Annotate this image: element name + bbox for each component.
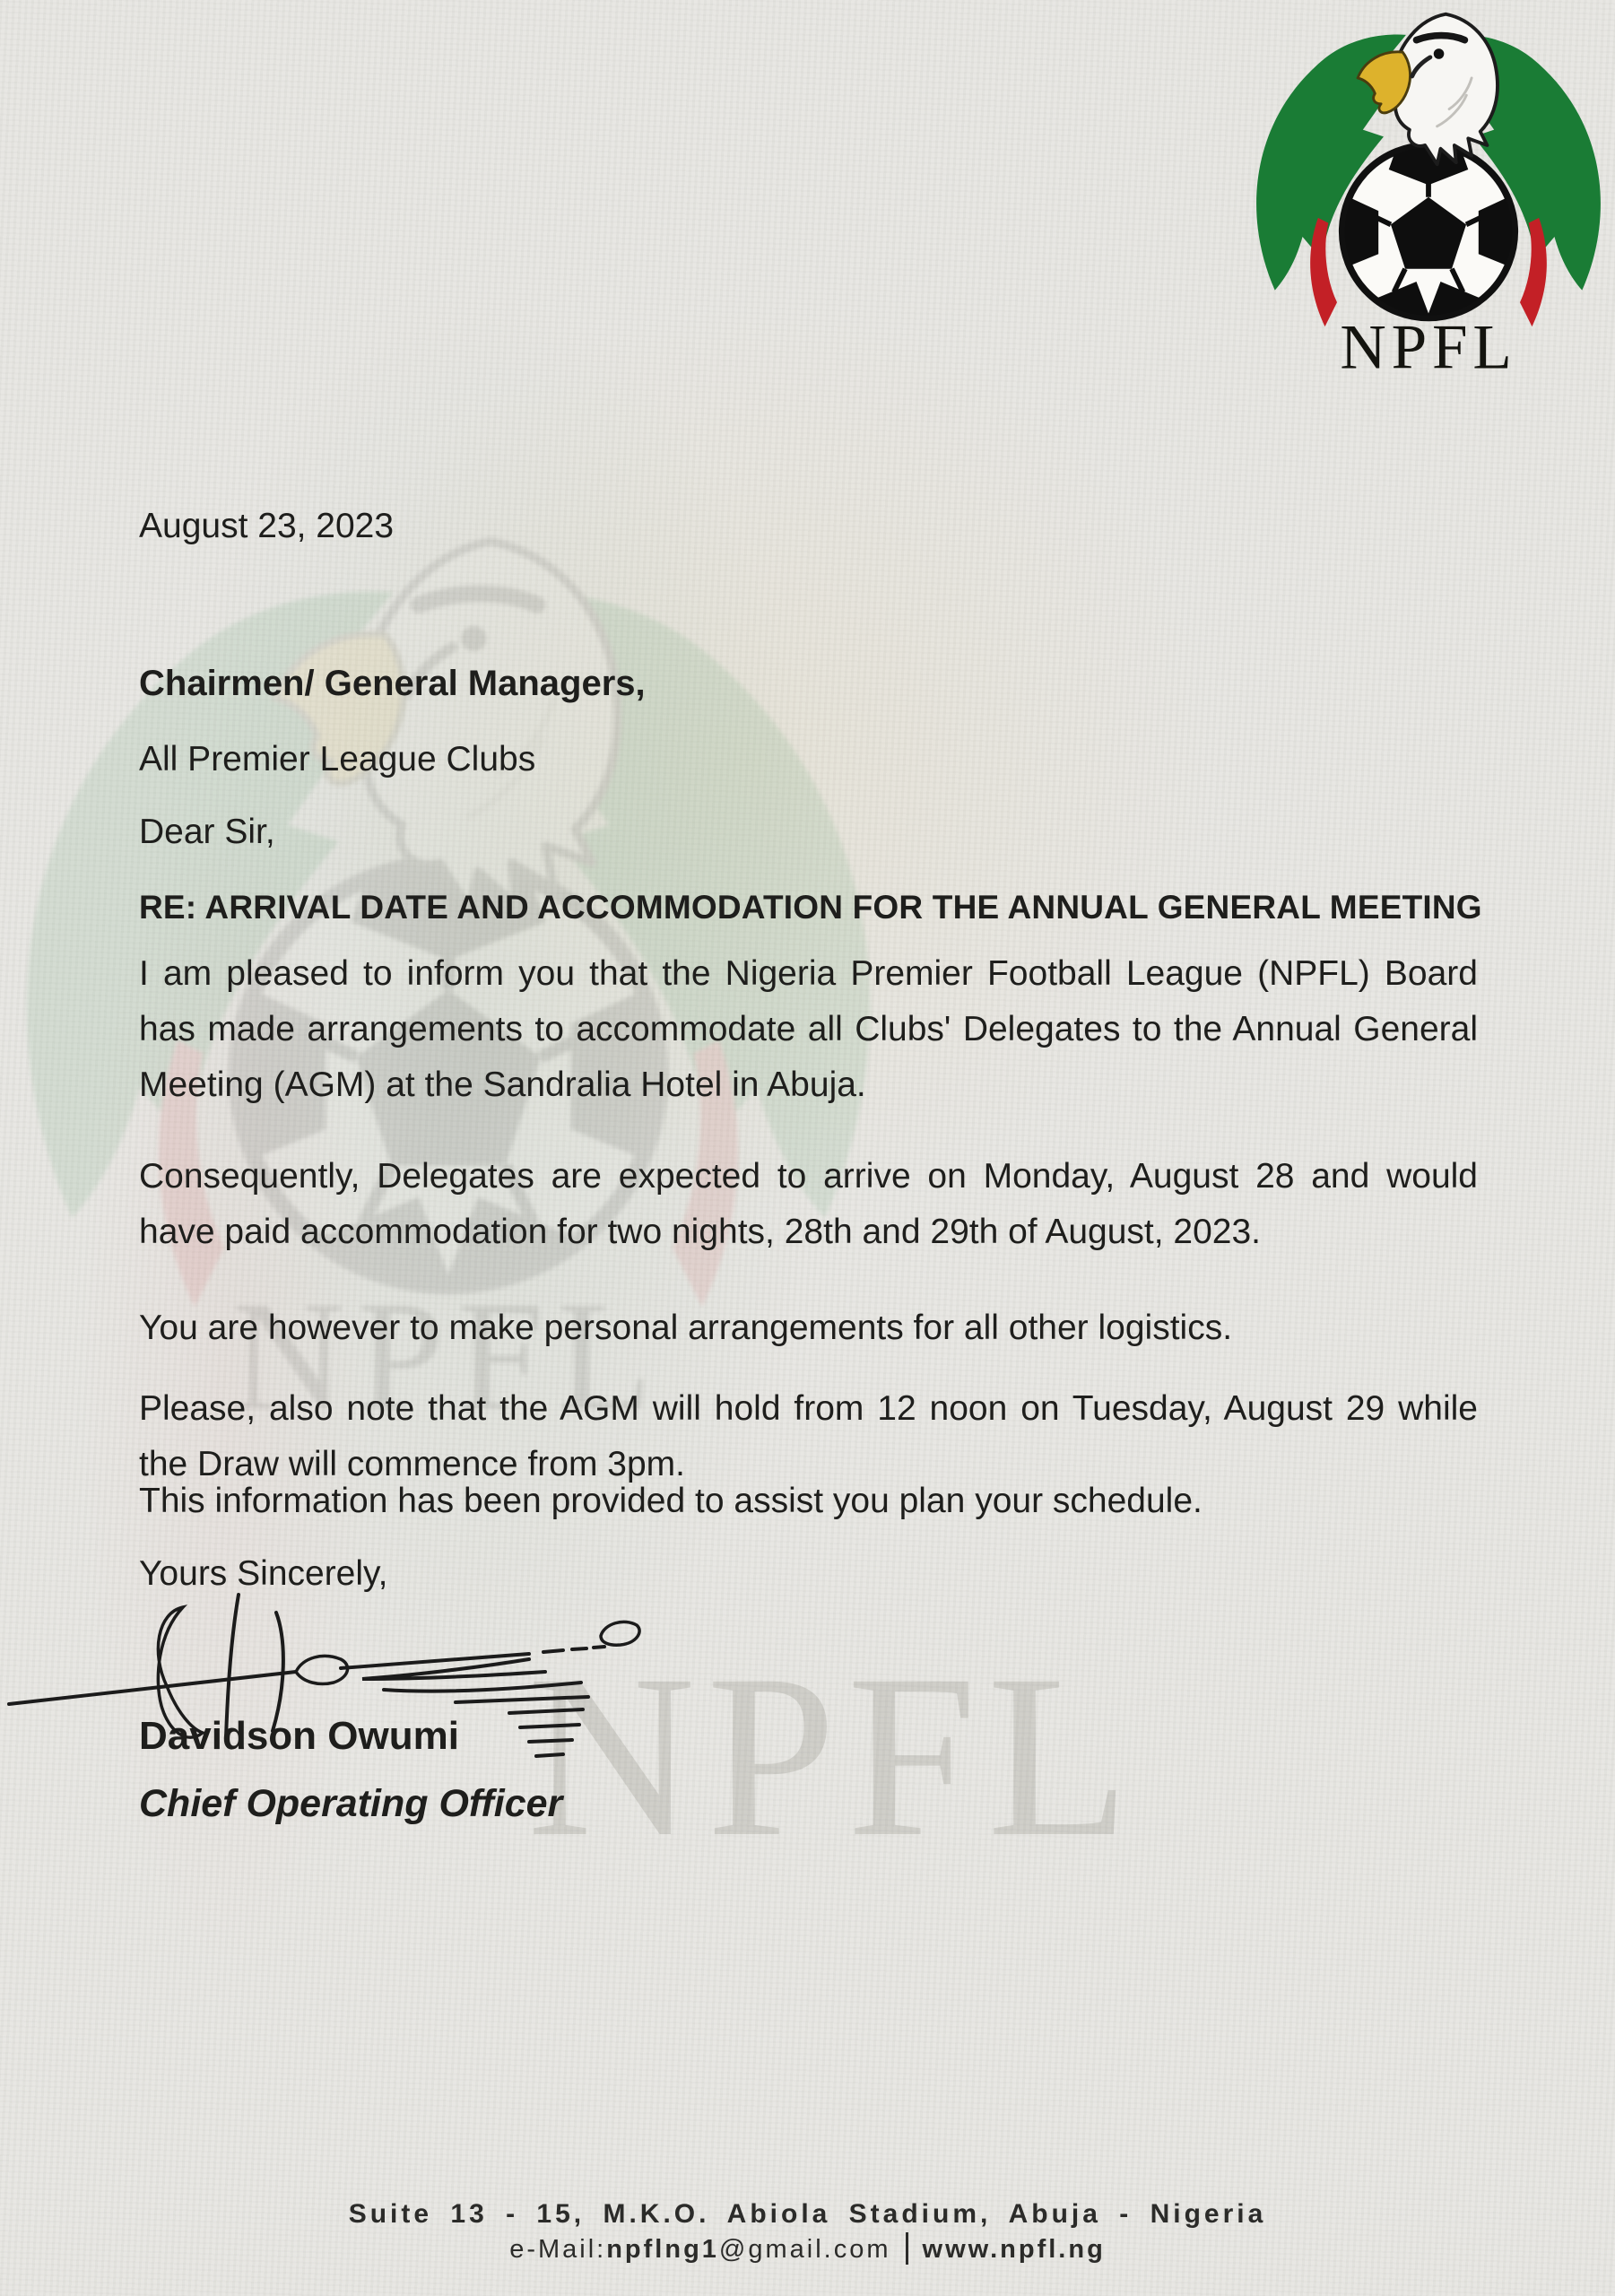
npfl-logo [1246, 5, 1611, 377]
footer-address: Suite 13 - 15, M.K.O. Abiola Stadium, Abuja - Nigeria [348, 2199, 1267, 2229]
paragraph-5: This information has been provided to assist you plan your schedule. [139, 1482, 1203, 1520]
letter-date: August 23, 2023 [139, 507, 395, 545]
closing: Yours Sincerely, [139, 1554, 388, 1593]
email-label: e-Mail: [509, 2235, 607, 2264]
paragraph-4: Please, also note that the AGM will hold from 12 noon on Tuesday, August 29 while the Draw will commence from 3pm. [139, 1389, 1478, 1483]
recipient-line-1: Chairmen/ General Managers, [139, 664, 646, 703]
salutation: Dear Sir, [139, 813, 275, 851]
signer-name: Davidson Owumi [139, 1714, 459, 1758]
npfl-text-watermark: NPFL [527, 1627, 1141, 1885]
website: www.npfl.ng [922, 2235, 1106, 2264]
email-user: npflng1 [606, 2235, 719, 2264]
signer-title: Chief Operating Officer [139, 1782, 563, 1825]
paragraph-3: You are however to make personal arrangements for all other logistics. [139, 1309, 1233, 1347]
recipient-line-2: All Premier League Clubs [139, 740, 536, 778]
email-domain: @gmail.com [718, 2235, 891, 2264]
footer-separator [906, 2232, 908, 2265]
footer-contact [0, 2232, 1615, 2265]
subject-line: RE: ARRIVAL DATE AND ACCOMMODATION FOR THE ANNUAL GENERAL MEETING [139, 889, 1482, 926]
paragraph-1: I am pleased to inform you that the Nigeria Premier Football League (NPFL) Board has made arrangements to accommodate all Clubs' Delegates to the Annual General Meeting (AGM) at the Sandralia Hotel in Abuja. [139, 954, 1478, 1104]
paragraph-2: Consequently, Delegates are expected to arrive on Monday, August 28 and would have paid accommodation for two nights, 28th and 29th of August, 2023. [139, 1157, 1478, 1251]
